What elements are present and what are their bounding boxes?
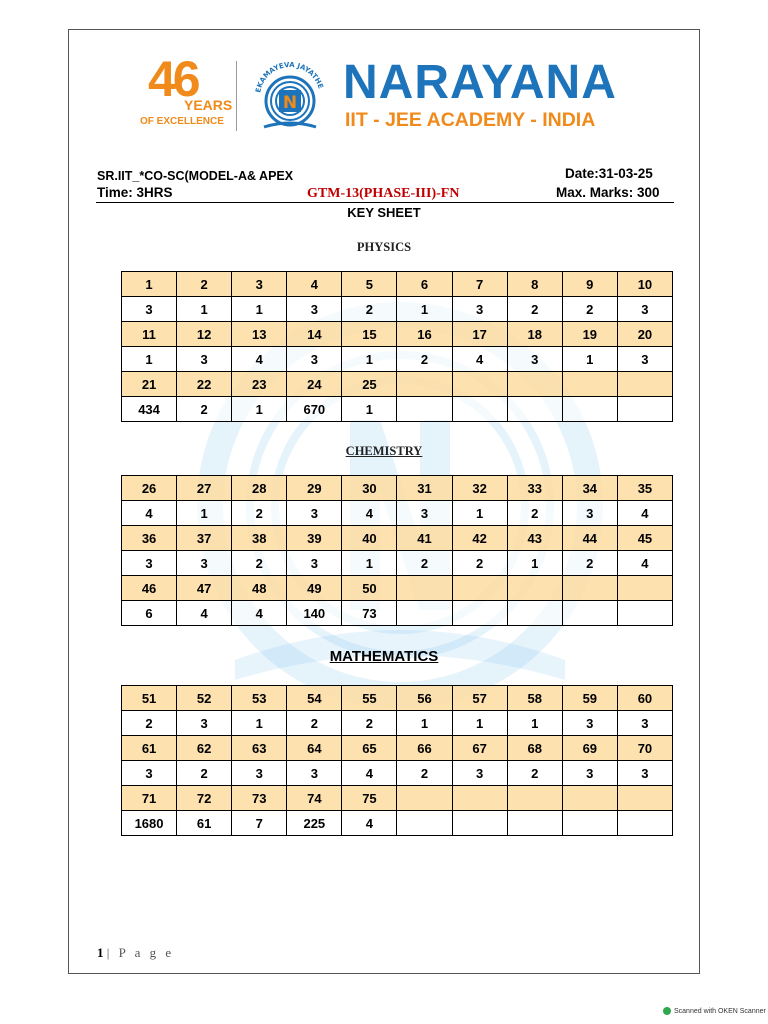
question-number-cell: 62 bbox=[177, 736, 232, 761]
question-number-cell: 33 bbox=[507, 476, 562, 501]
answer-cell: 3 bbox=[287, 761, 342, 786]
answer-cell: 3 bbox=[287, 347, 342, 372]
answer-cell: 1 bbox=[452, 501, 507, 526]
question-number-row bbox=[122, 786, 673, 811]
answer-cell: 4 bbox=[177, 601, 232, 626]
answer-cell bbox=[397, 601, 452, 626]
course-code: SR.IIT_*CO-SC(MODEL-A& APEX bbox=[97, 169, 294, 183]
question-number-cell: 48 bbox=[232, 576, 287, 601]
question-number-cell: 37 bbox=[177, 526, 232, 551]
question-number-cell: 26 bbox=[122, 476, 177, 501]
question-number-cell bbox=[617, 372, 672, 397]
answer-cell: 4 bbox=[232, 601, 287, 626]
question-number-cell bbox=[617, 786, 672, 811]
page-footer bbox=[97, 945, 174, 961]
answer-cell bbox=[617, 811, 672, 836]
question-number-cell: 67 bbox=[452, 736, 507, 761]
question-number-cell: 15 bbox=[342, 322, 397, 347]
years-number: 46 bbox=[148, 51, 198, 107]
question-number-cell: 69 bbox=[562, 736, 617, 761]
years-badge bbox=[140, 51, 233, 135]
answer-cell bbox=[452, 811, 507, 836]
answer-cell: 1 bbox=[397, 711, 452, 736]
question-number-cell: 36 bbox=[122, 526, 177, 551]
answer-cell: 3 bbox=[617, 761, 672, 786]
question-number-cell: 47 bbox=[177, 576, 232, 601]
brand-tagline: IIT - JEE ACADEMY - INDIA bbox=[345, 109, 596, 131]
answer-row bbox=[122, 551, 673, 576]
question-number-cell: 52 bbox=[177, 686, 232, 711]
answer-cell: 1 bbox=[177, 297, 232, 322]
answer-cell: 3 bbox=[122, 297, 177, 322]
question-number-cell: 29 bbox=[287, 476, 342, 501]
question-number-cell: 39 bbox=[287, 526, 342, 551]
answer-cell: 4 bbox=[342, 501, 397, 526]
answer-cell: 3 bbox=[177, 347, 232, 372]
max-marks: Max. Marks: 300 bbox=[556, 185, 660, 200]
question-number-row bbox=[122, 686, 673, 711]
question-number-cell: 55 bbox=[342, 686, 397, 711]
question-number-cell: 30 bbox=[342, 476, 397, 501]
question-number-cell: 8 bbox=[507, 272, 562, 297]
question-number-cell bbox=[397, 372, 452, 397]
answer-cell: 2 bbox=[507, 501, 562, 526]
answer-cell: 3 bbox=[617, 711, 672, 736]
page-label: | P a g e bbox=[106, 945, 175, 960]
question-number-cell: 16 bbox=[397, 322, 452, 347]
answer-row bbox=[122, 601, 673, 626]
question-number-cell bbox=[562, 786, 617, 811]
answer-cell bbox=[452, 601, 507, 626]
question-number-cell bbox=[562, 576, 617, 601]
answer-cell: 1 bbox=[562, 347, 617, 372]
answer-cell: 1 bbox=[232, 711, 287, 736]
question-number-cell: 34 bbox=[562, 476, 617, 501]
answer-row bbox=[122, 347, 673, 372]
answer-cell: 3 bbox=[452, 761, 507, 786]
question-number-cell: 74 bbox=[287, 786, 342, 811]
question-number-cell: 64 bbox=[287, 736, 342, 761]
question-number-cell: 21 bbox=[122, 372, 177, 397]
mathematics-heading: MATHEMATICS bbox=[329, 648, 439, 665]
question-number-cell: 9 bbox=[562, 272, 617, 297]
answer-cell bbox=[562, 397, 617, 422]
question-number-cell: 75 bbox=[342, 786, 397, 811]
question-number-cell: 70 bbox=[617, 736, 672, 761]
header-divider bbox=[236, 61, 237, 131]
question-number-cell: 24 bbox=[287, 372, 342, 397]
question-number-cell: 45 bbox=[617, 526, 672, 551]
question-number-cell: 23 bbox=[232, 372, 287, 397]
answer-cell: 2 bbox=[342, 297, 397, 322]
chemistry-heading: CHEMISTRY bbox=[345, 444, 423, 458]
question-number-cell: 10 bbox=[617, 272, 672, 297]
question-number-cell bbox=[452, 576, 507, 601]
answer-cell: 3 bbox=[562, 711, 617, 736]
answer-cell: 3 bbox=[287, 297, 342, 322]
answer-cell: 2 bbox=[122, 711, 177, 736]
answer-row bbox=[122, 711, 673, 736]
question-number-cell: 27 bbox=[177, 476, 232, 501]
years-label: YEARS bbox=[184, 97, 233, 113]
question-number-cell bbox=[452, 372, 507, 397]
question-number-cell: 31 bbox=[397, 476, 452, 501]
answer-cell bbox=[507, 601, 562, 626]
answer-cell: 2 bbox=[397, 761, 452, 786]
answer-cell: 4 bbox=[122, 501, 177, 526]
answer-row bbox=[122, 501, 673, 526]
answer-cell: 3 bbox=[177, 711, 232, 736]
answer-row bbox=[122, 297, 673, 322]
question-number-cell: 66 bbox=[397, 736, 452, 761]
answer-cell: 1680 bbox=[122, 811, 177, 836]
question-number-cell: 68 bbox=[507, 736, 562, 761]
answer-cell bbox=[397, 397, 452, 422]
answer-cell: 3 bbox=[617, 297, 672, 322]
answer-cell: 3 bbox=[177, 551, 232, 576]
question-number-cell: 19 bbox=[562, 322, 617, 347]
question-number-cell bbox=[507, 576, 562, 601]
physics-heading: PHYSICS bbox=[356, 240, 412, 254]
question-number-cell: 73 bbox=[232, 786, 287, 811]
question-number-cell: 7 bbox=[452, 272, 507, 297]
answer-cell bbox=[617, 601, 672, 626]
question-number-row bbox=[122, 526, 673, 551]
question-number-cell: 1 bbox=[122, 272, 177, 297]
question-number-cell: 12 bbox=[177, 322, 232, 347]
answer-cell: 3 bbox=[617, 347, 672, 372]
scanner-logo-icon bbox=[663, 1007, 671, 1015]
question-number-cell: 71 bbox=[122, 786, 177, 811]
question-number-cell: 40 bbox=[342, 526, 397, 551]
question-number-row bbox=[122, 272, 673, 297]
answer-row bbox=[122, 397, 673, 422]
answer-cell: 225 bbox=[287, 811, 342, 836]
answer-cell: 4 bbox=[617, 551, 672, 576]
answer-cell: 1 bbox=[342, 551, 397, 576]
question-number-cell: 11 bbox=[122, 322, 177, 347]
question-number-cell: 14 bbox=[287, 322, 342, 347]
question-number-cell: 63 bbox=[232, 736, 287, 761]
question-number-cell: 3 bbox=[232, 272, 287, 297]
exam-title: GTM-13(PHASE-III)-FN bbox=[307, 186, 460, 201]
answer-cell: 1 bbox=[177, 501, 232, 526]
answer-cell: 3 bbox=[452, 297, 507, 322]
emblem-letter: N bbox=[282, 93, 298, 113]
question-number-row bbox=[122, 372, 673, 397]
answer-cell bbox=[507, 397, 562, 422]
answer-cell: 2 bbox=[507, 297, 562, 322]
answer-cell: 3 bbox=[562, 501, 617, 526]
scanner-note: Scanned with OKEN Scanner bbox=[674, 1007, 766, 1015]
question-number-cell: 59 bbox=[562, 686, 617, 711]
chemistry-key-table bbox=[121, 475, 673, 626]
question-number-cell: 4 bbox=[287, 272, 342, 297]
answer-cell bbox=[397, 811, 452, 836]
answer-cell: 2 bbox=[562, 297, 617, 322]
question-number-cell: 60 bbox=[617, 686, 672, 711]
answer-cell: 4 bbox=[617, 501, 672, 526]
question-number-cell: 51 bbox=[122, 686, 177, 711]
answer-cell: 4 bbox=[342, 761, 397, 786]
question-number-cell: 54 bbox=[287, 686, 342, 711]
emblem-motto: EKAMAYEVA JAYATHE bbox=[254, 60, 325, 94]
mathematics-key-table bbox=[121, 685, 673, 836]
question-number-cell: 44 bbox=[562, 526, 617, 551]
answer-cell: 6 bbox=[122, 601, 177, 626]
question-number-cell: 6 bbox=[397, 272, 452, 297]
answer-cell bbox=[507, 811, 562, 836]
question-number-cell: 2 bbox=[177, 272, 232, 297]
question-number-cell: 5 bbox=[342, 272, 397, 297]
question-number-cell: 56 bbox=[397, 686, 452, 711]
narayana-emblem-icon bbox=[250, 57, 330, 135]
answer-cell: 2 bbox=[507, 761, 562, 786]
answer-cell: 4 bbox=[232, 347, 287, 372]
question-number-cell bbox=[562, 372, 617, 397]
scanner-watermark bbox=[663, 1007, 766, 1015]
question-number-row bbox=[122, 736, 673, 761]
answer-cell: 3 bbox=[232, 761, 287, 786]
excellence-label: OF EXCELLENCE bbox=[140, 116, 224, 127]
answer-cell: 2 bbox=[177, 397, 232, 422]
question-number-cell: 61 bbox=[122, 736, 177, 761]
question-number-cell: 38 bbox=[232, 526, 287, 551]
question-number-cell: 49 bbox=[287, 576, 342, 601]
physics-key-table bbox=[121, 271, 673, 422]
answer-row bbox=[122, 811, 673, 836]
answer-cell: 3 bbox=[397, 501, 452, 526]
answer-cell: 3 bbox=[122, 551, 177, 576]
answer-cell: 1 bbox=[122, 347, 177, 372]
answer-cell: 1 bbox=[232, 397, 287, 422]
answer-row bbox=[122, 761, 673, 786]
answer-cell: 1 bbox=[342, 347, 397, 372]
letterhead bbox=[140, 51, 660, 135]
question-number-cell: 53 bbox=[232, 686, 287, 711]
header-rule bbox=[96, 202, 674, 203]
answer-cell: 3 bbox=[122, 761, 177, 786]
answer-cell: 1 bbox=[507, 711, 562, 736]
question-number-cell: 18 bbox=[507, 322, 562, 347]
answer-cell: 1 bbox=[507, 551, 562, 576]
page-number: 1 bbox=[97, 945, 104, 960]
answer-cell: 61 bbox=[177, 811, 232, 836]
question-number-cell bbox=[507, 786, 562, 811]
question-number-cell: 32 bbox=[452, 476, 507, 501]
answer-cell: 2 bbox=[232, 501, 287, 526]
brand-name: NARAYANA bbox=[343, 56, 617, 109]
answer-cell: 2 bbox=[397, 551, 452, 576]
question-number-row bbox=[122, 576, 673, 601]
question-number-cell: 42 bbox=[452, 526, 507, 551]
question-number-cell: 35 bbox=[617, 476, 672, 501]
question-number-cell: 25 bbox=[342, 372, 397, 397]
answer-cell: 4 bbox=[452, 347, 507, 372]
answer-cell: 3 bbox=[562, 761, 617, 786]
question-number-row bbox=[122, 476, 673, 501]
question-number-cell: 22 bbox=[177, 372, 232, 397]
answer-cell: 2 bbox=[342, 711, 397, 736]
answer-cell bbox=[617, 397, 672, 422]
answer-cell: 140 bbox=[287, 601, 342, 626]
question-number-cell: 50 bbox=[342, 576, 397, 601]
answer-cell bbox=[562, 601, 617, 626]
question-number-cell: 13 bbox=[232, 322, 287, 347]
answer-cell bbox=[452, 397, 507, 422]
answer-cell: 1 bbox=[452, 711, 507, 736]
answer-cell: 2 bbox=[232, 551, 287, 576]
answer-cell: 2 bbox=[177, 761, 232, 786]
question-number-cell: 41 bbox=[397, 526, 452, 551]
question-number-cell bbox=[397, 786, 452, 811]
answer-cell: 3 bbox=[287, 501, 342, 526]
question-number-cell: 43 bbox=[507, 526, 562, 551]
answer-cell: 2 bbox=[287, 711, 342, 736]
answer-cell: 3 bbox=[287, 551, 342, 576]
question-number-cell: 65 bbox=[342, 736, 397, 761]
question-number-cell: 72 bbox=[177, 786, 232, 811]
question-number-cell bbox=[617, 576, 672, 601]
question-number-cell bbox=[507, 372, 562, 397]
question-number-cell: 28 bbox=[232, 476, 287, 501]
answer-cell: 1 bbox=[342, 397, 397, 422]
answer-cell: 2 bbox=[562, 551, 617, 576]
question-number-cell: 17 bbox=[452, 322, 507, 347]
question-number-cell bbox=[397, 576, 452, 601]
answer-cell: 1 bbox=[232, 297, 287, 322]
answer-cell: 7 bbox=[232, 811, 287, 836]
question-number-cell: 57 bbox=[452, 686, 507, 711]
question-number-cell: 20 bbox=[617, 322, 672, 347]
answer-cell: 1 bbox=[397, 297, 452, 322]
answer-cell: 2 bbox=[452, 551, 507, 576]
exam-duration: Time: 3HRS bbox=[97, 185, 173, 200]
answer-cell: 73 bbox=[342, 601, 397, 626]
question-number-cell: 46 bbox=[122, 576, 177, 601]
exam-date: Date:31-03-25 bbox=[565, 166, 653, 181]
question-number-cell bbox=[452, 786, 507, 811]
question-number-row bbox=[122, 322, 673, 347]
answer-cell: 2 bbox=[397, 347, 452, 372]
answer-cell: 670 bbox=[287, 397, 342, 422]
key-sheet-title: KEY SHEET bbox=[347, 205, 421, 220]
answer-cell bbox=[562, 811, 617, 836]
answer-cell: 4 bbox=[342, 811, 397, 836]
question-number-cell: 58 bbox=[507, 686, 562, 711]
answer-cell: 3 bbox=[507, 347, 562, 372]
answer-cell: 434 bbox=[122, 397, 177, 422]
